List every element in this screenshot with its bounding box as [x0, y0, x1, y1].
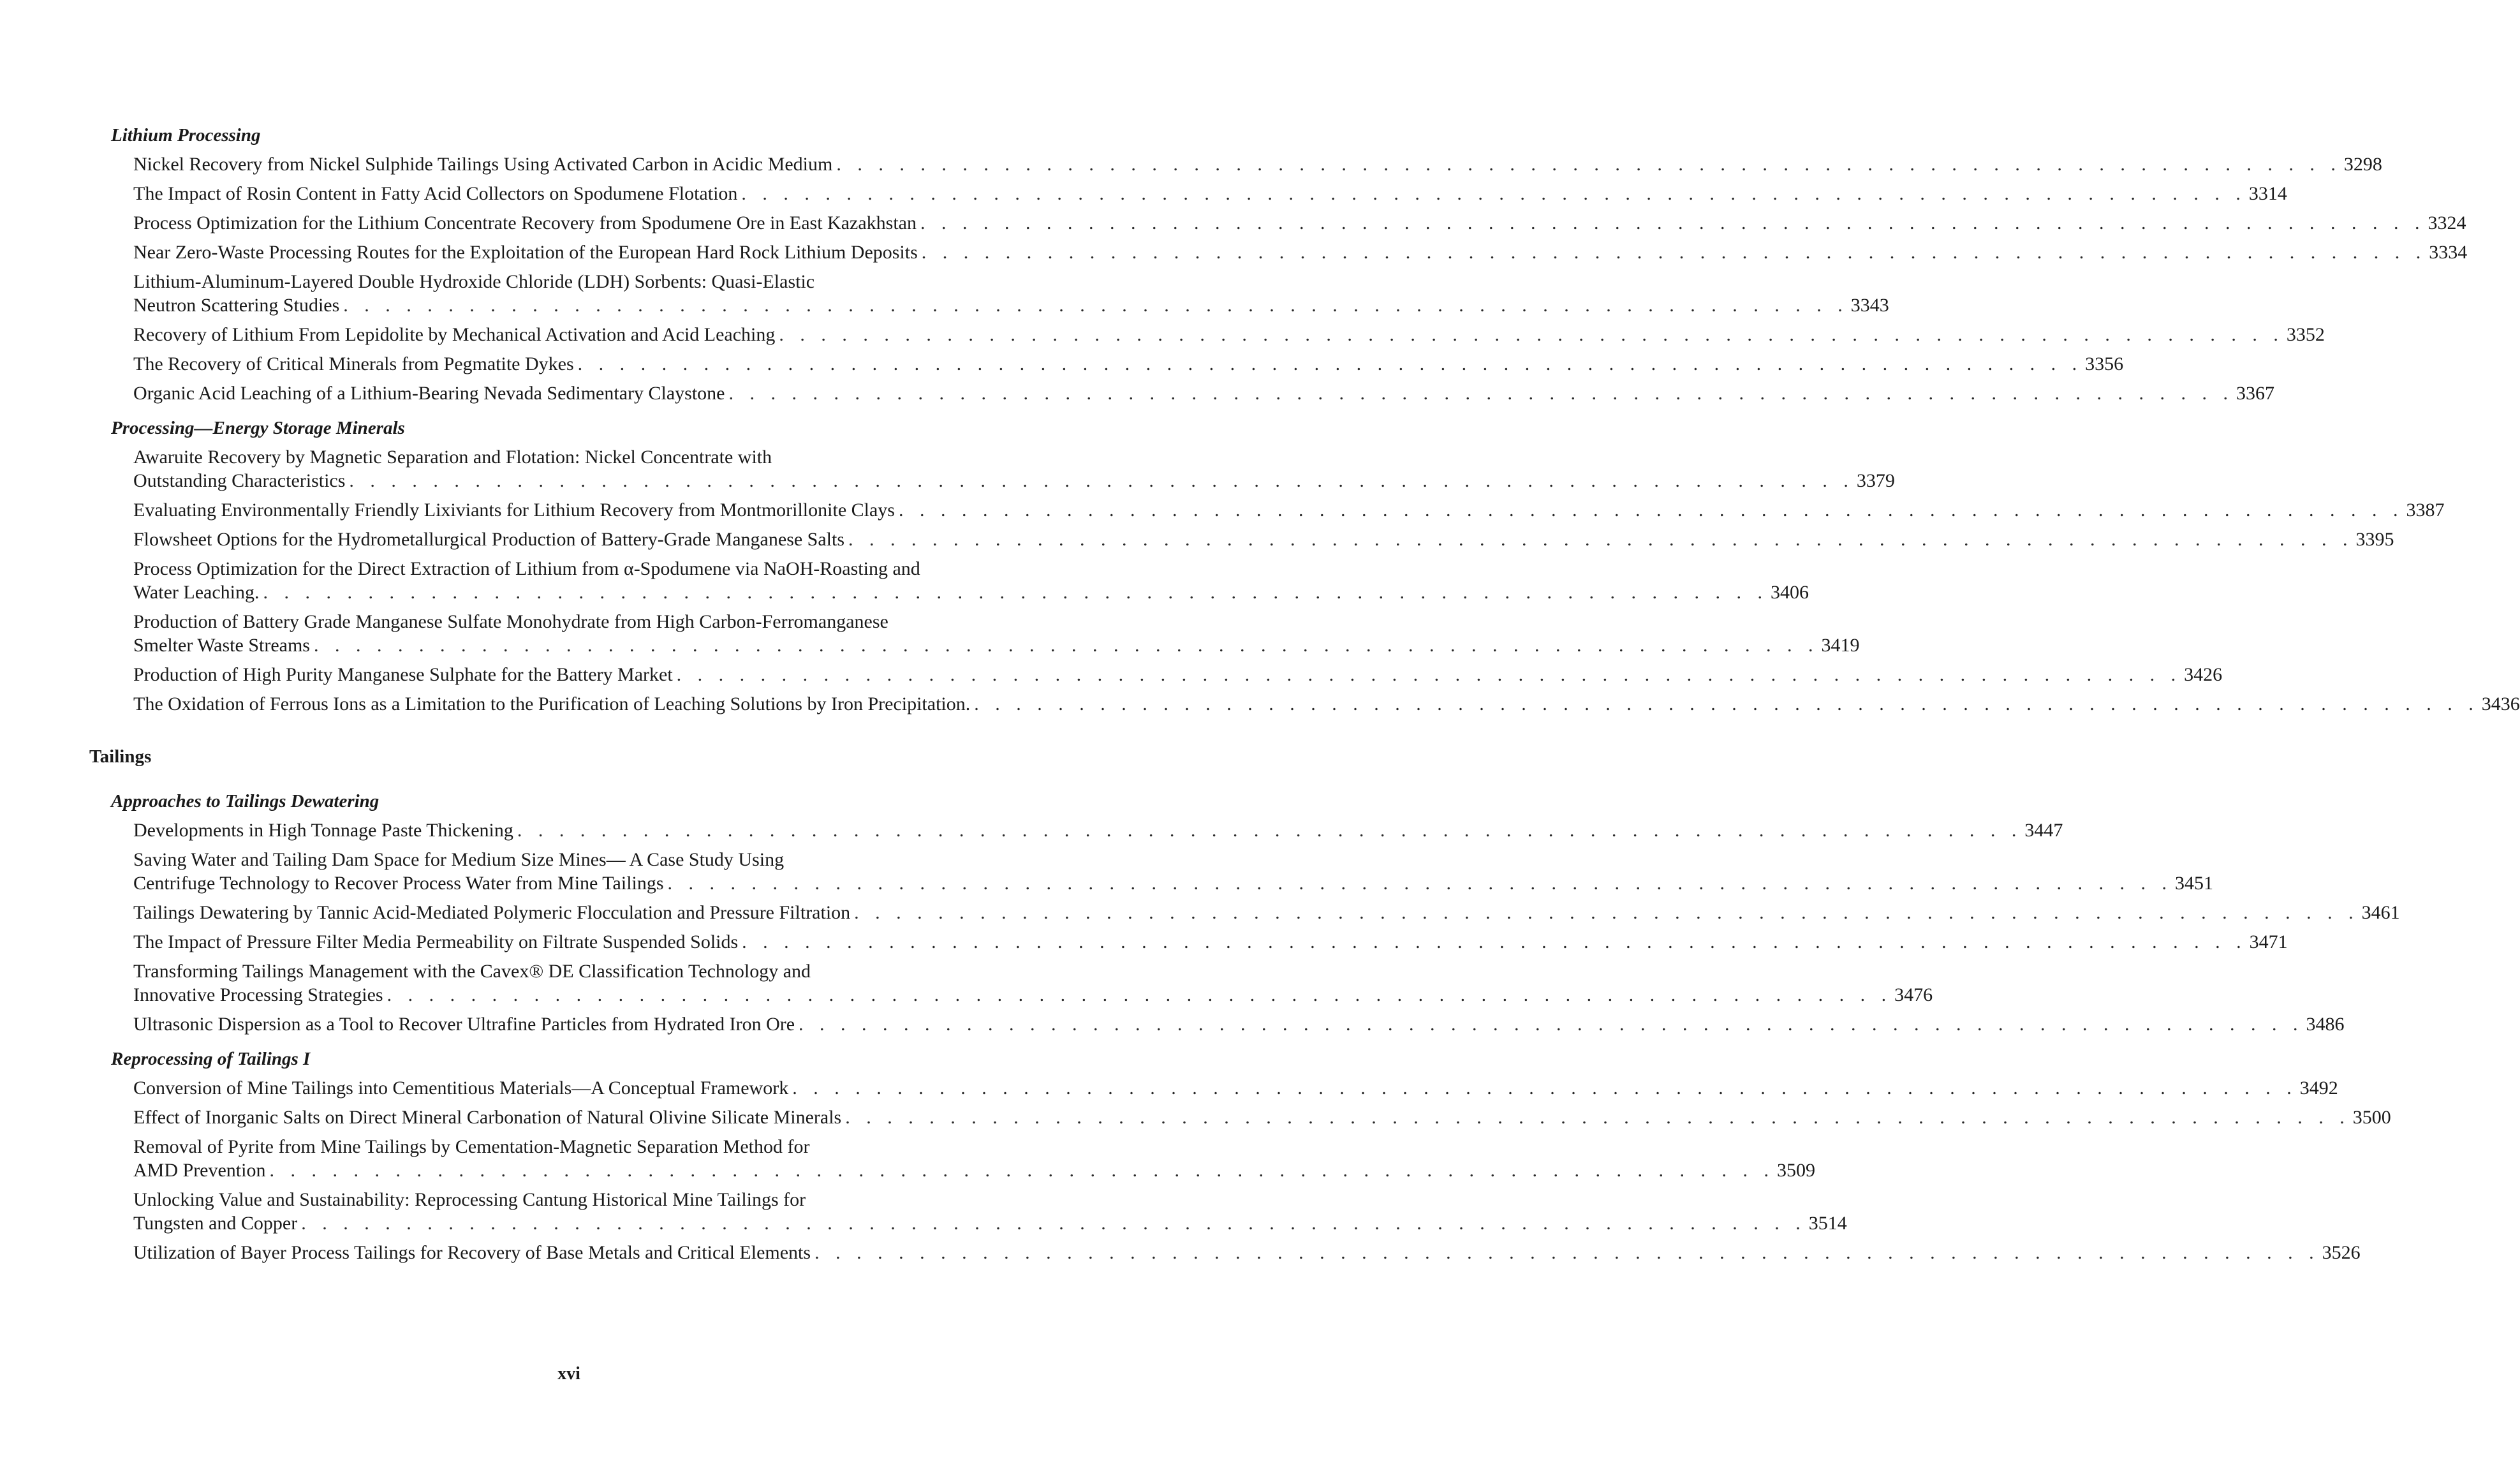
entry-title: Production of High Purity Manganese Sulphate for the Battery Market	[133, 664, 673, 685]
entry-title: Evaluating Environmentally Friendly Lixiviants for Lithium Recovery from Montmorillonite Clays	[133, 500, 895, 521]
entry-title: Process Optimization for the Lithium Concentrate Recovery from Spodumene Ore in East Kazakhstan	[133, 212, 917, 233]
entry-page-number: 3451	[2175, 873, 2214, 894]
entry-title-line1: Process Optimization for the Direct Extraction of Lithium from α-Spodumene via NaOH-Roasting and	[133, 558, 920, 579]
entry-title: Utilization of Bayer Process Tailings for Recovery of Base Metals and Critical Elements	[133, 1242, 811, 1263]
entry-title: Outstanding Characteristics	[133, 470, 346, 491]
toc-entry	[133, 352, 2124, 376]
dot-leader: . . . . . . . . . . . . . . . . . . . . . . . . . . . . . . . . . . . . . . . . . . . . . . . . . . . . . . . . . . . . . . . . . . . . . . . .	[920, 212, 2426, 233]
entry-page-number: 3436	[2481, 693, 2520, 714]
entry-page-number: 3492	[2299, 1077, 2338, 1099]
entry-page-number: 3514	[1808, 1213, 1847, 1234]
dot-leader: . . . . . . . . . . . . . . . . . . . . . . . . . . . . . . . . . . . . . . . . . . . . . . . . . . . . . . . . . . . . . . . . . . . . . . . .	[779, 324, 2284, 345]
toc-entry	[133, 930, 2288, 954]
entry-title-row	[133, 1158, 1815, 1182]
entry-title-row	[133, 152, 2382, 176]
entry-page-number: 3334	[2429, 242, 2468, 263]
entry-title-row	[133, 469, 1895, 492]
entry-title-row	[133, 901, 2400, 924]
toc-entry	[133, 498, 2445, 522]
toc-entry	[133, 1241, 2361, 1264]
entry-title-row	[133, 323, 2325, 346]
entry-title-row	[133, 211, 2466, 235]
entry-title: Water Leaching.	[133, 582, 260, 603]
entry-title-row	[133, 1012, 2345, 1036]
dot-leader: . . . . . . . . . . . . . . . . . . . . . . . . . . . . . . . . . . . . . . . . . . . . . . . . . . . . . . . . . . . . . . . . . . . . . . . .	[676, 664, 2182, 685]
dot-leader: . . . . . . . . . . . . . . . . . . . . . . . . . . . . . . . . . . . . . . . . . . . . . . . . . . . . . . . . . . . . . . . . . . . . . . . .	[742, 931, 2247, 952]
subsection-heading: Lithium Processing	[111, 125, 261, 145]
dot-leader: . . . . . . . . . . . . . . . . . . . . . . . . . . . . . . . . . . . . . . . . . . . . . . . . . . . . . . . . . . . . . . . . . . . . . . . .	[814, 1242, 2320, 1263]
entry-page-number: 3395	[2355, 529, 2394, 550]
dot-leader: . . . . . . . . . . . . . . . . . . . . . . . . . . . . . . . . . . . . . . . . . . . . . . . . . . . . . . . . . . . . . . . . . . . . . . . .	[301, 1213, 1806, 1234]
entry-title: Innovative Processing Strategies	[133, 984, 383, 1005]
dot-leader: . . . . . . . . . . . . . . . . . . . . . . . . . . . . . . . . . . . . . . . . . . . . . . . . . . . . . . . . . . . . . . . . . . . . . . . .	[263, 582, 1768, 603]
dot-leader: . . . . . . . . . . . . . . . . . . . . . . . . . . . . . . . . . . . . . . . . . . . . . . . . . . . . . . . . . . . . . . . . . . . . . . . .	[848, 529, 2354, 550]
entry-title: Smelter Waste Streams	[133, 635, 310, 656]
dot-leader: . . . . . . . . . . . . . . . . . . . . . . . . . . . . . . . . . . . . . . . . . . . . . . . . . . . . . . . . . . . . . . . . . . . . . . . .	[974, 693, 2479, 714]
entry-title: Effect of Inorganic Salts on Direct Mineral Carbonation of Natural Olivine Silicate Minerals	[133, 1107, 842, 1128]
entry-page-number: 3471	[2249, 931, 2288, 952]
entry-title-row	[133, 1076, 2338, 1100]
entry-title: Ultrasonic Dispersion as a Tool to Recover Ultrafine Particles from Hydrated Iron Ore	[133, 1014, 795, 1035]
entry-title: Flowsheet Options for the Hydrometallurgical Production of Battery-Grade Manganese Salts	[133, 529, 845, 550]
entry-title: Neutron Scattering Studies	[133, 295, 340, 316]
toc-entry	[133, 1135, 1815, 1182]
entry-title: AMD Prevention	[133, 1160, 266, 1181]
toc-entry	[133, 610, 1860, 657]
dot-leader: . . . . . . . . . . . . . . . . . . . . . . . . . . . . . . . . . . . . . . . . . . . . . . . . . . . . . . . . . . . . . . . . . . . . . . . .	[269, 1160, 1774, 1181]
entry-page-number: 3314	[2248, 183, 2287, 204]
page-number: xvi	[557, 1364, 580, 1384]
dot-leader: . . . . . . . . . . . . . . . . . . . . . . . . . . . . . . . . . . . . . . . . . . . . . . . . . . . . . . . . . . . . . . . . . . . . . . . .	[313, 635, 1819, 656]
entry-title-row	[133, 1106, 2391, 1129]
entry-page-number: 3486	[2306, 1014, 2345, 1035]
entry-page-number: 3324	[2428, 212, 2466, 233]
entry-page-number: 3461	[2361, 902, 2400, 923]
entry-title-line1: Awaruite Recovery by Magnetic Separation and Flotation: Nickel Concentrate with	[133, 447, 772, 468]
entry-title-row	[133, 1211, 1847, 1235]
toc-entry	[133, 692, 2520, 716]
dot-leader: . . . . . . . . . . . . . . . . . . . . . . . . . . . . . . . . . . . . . . . . . . . . . . . . . . . . . . . . . . . . . . . . . . . . . . . .	[799, 1014, 2304, 1035]
toc-entry	[133, 241, 2468, 264]
entry-title-row	[133, 241, 2468, 264]
dot-leader: . . . . . . . . . . . . . . . . . . . . . . . . . . . . . . . . . . . . . . . . . . . . . . . . . . . . . . . . . . . . . . . . . . . . . . . .	[792, 1077, 2297, 1099]
entry-title-row	[133, 498, 2445, 522]
entry-title-row	[133, 381, 2274, 405]
entry-title: The Oxidation of Ferrous Ions as a Limitation to the Purification of Leaching Solutions by Iron Precipitation.	[133, 693, 971, 714]
toc-entry	[133, 381, 2274, 405]
entry-title-row	[133, 293, 1889, 317]
dot-leader: . . . . . . . . . . . . . . . . . . . . . . . . . . . . . . . . . . . . . . . . . . . . . . . . . . . . . . . . . . . . . . . . . . . . . . . .	[349, 470, 1854, 491]
entry-title-line1: Saving Water and Tailing Dam Space for Medium Size Mines— A Case Study Using	[133, 849, 785, 870]
entry-title-line1: Transforming Tailings Management with the Cavex® DE Classification Technology and	[133, 961, 811, 982]
entry-title: Recovery of Lithium From Lepidolite by Mechanical Activation and Acid Leaching	[133, 324, 776, 345]
entry-page-number: 3379	[1856, 470, 1895, 491]
entry-title: Nickel Recovery from Nickel Sulphide Tailings Using Activated Carbon in Acidic Medium	[133, 154, 833, 175]
dot-leader: . . . . . . . . . . . . . . . . . . . . . . . . . . . . . . . . . . . . . . . . . . . . . . . . . . . . . . . . . . . . . . . . . . . . . . . .	[667, 873, 2173, 894]
toc-entry	[133, 211, 2466, 235]
toc-entry	[133, 901, 2400, 924]
toc-entry	[133, 528, 2394, 551]
toc-entry	[133, 323, 2325, 346]
entry-page-number: 3406	[1770, 582, 1809, 603]
entry-page-number: 3387	[2406, 500, 2445, 521]
entry-title: The Impact of Rosin Content in Fatty Acid Collectors on Spodumene Flotation	[133, 183, 738, 204]
entry-title: Tailings Dewatering by Tannic Acid-Mediated Polymeric Flocculation and Pressure Filtration	[133, 902, 851, 923]
subsection-heading: Processing—Energy Storage Minerals	[111, 418, 405, 438]
entry-title-row	[133, 528, 2394, 551]
toc-entry	[133, 182, 2287, 205]
entry-page-number: 3298	[2343, 154, 2382, 175]
toc-entry	[133, 557, 1809, 604]
entry-title: Organic Acid Leaching of a Lithium-Bearing Nevada Sedimentary Claystone	[133, 383, 725, 404]
entry-page-number: 3509	[1776, 1160, 1815, 1181]
dot-leader: . . . . . . . . . . . . . . . . . . . . . . . . . . . . . . . . . . . . . . . . . . . . . . . . . . . . . . . . . . . . . . . . . . . . . . . .	[577, 353, 2083, 374]
toc-entry	[133, 445, 1895, 492]
dot-leader: . . . . . . . . . . . . . . . . . . . . . . . . . . . . . . . . . . . . . . . . . . . . . . . . . . . . . . . . . . . . . . . . . . . . . . . .	[898, 500, 2404, 521]
entry-title-line1: Unlocking Value and Sustainability: Reprocessing Cantung Historical Mine Tailings for	[133, 1189, 806, 1210]
dot-leader: . . . . . . . . . . . . . . . . . . . . . . . . . . . . . . . . . . . . . . . . . . . . . . . . . . . . . . . . . . . . . . . . . . . . . . . .	[741, 183, 2246, 204]
dot-leader: . . . . . . . . . . . . . . . . . . . . . . . . . . . . . . . . . . . . . . . . . . . . . . . . . . . . . . . . . . . . . . . . . . . . . . . .	[728, 383, 2234, 404]
subsection-heading: Approaches to Tailings Dewatering	[111, 791, 379, 811]
entry-title-line1: Lithium-Aluminum-Layered Double Hydroxide Chloride (LDH) Sorbents: Quasi-Elastic	[133, 271, 815, 292]
entry-page-number: 3367	[2236, 383, 2274, 404]
dot-leader: . . . . . . . . . . . . . . . . . . . . . . . . . . . . . . . . . . . . . . . . . . . . . . . . . . . . . . . . . . . . . . . . . . . . . . . .	[836, 154, 2341, 175]
entry-title-line1: Production of Battery Grade Manganese Sulfate Monohydrate from High Carbon-Ferromanganese	[133, 611, 888, 632]
entry-title-row	[133, 581, 1809, 604]
entry-page-number: 3447	[2024, 820, 2063, 841]
entry-title-row	[133, 663, 2223, 686]
entry-title-row	[133, 182, 2287, 205]
entry-title-line1: Removal of Pyrite from Mine Tailings by Cementation-Magnetic Separation Method for	[133, 1136, 810, 1157]
toc-entry	[133, 663, 2223, 686]
entry-title-row	[133, 692, 2520, 716]
toc-entry	[133, 1188, 1847, 1235]
entry-title-row	[133, 633, 1860, 657]
entry-title: The Impact of Pressure Filter Media Permeability on Filtrate Suspended Solids	[133, 931, 739, 952]
toc-entry	[133, 1076, 2338, 1100]
entry-page-number: 3500	[2352, 1107, 2391, 1128]
entry-title: Developments in High Tonnage Paste Thickening	[133, 820, 513, 841]
entry-page-number: 3526	[2322, 1242, 2361, 1263]
subsection-heading: Reprocessing of Tailings I	[111, 1049, 311, 1069]
entry-title-row	[133, 1241, 2361, 1264]
entry-title-row	[133, 871, 2214, 895]
dot-leader: . . . . . . . . . . . . . . . . . . . . . . . . . . . . . . . . . . . . . . . . . . . . . . . . . . . . . . . . . . . . . . . . . . . . . . . .	[845, 1107, 2350, 1128]
dot-leader: . . . . . . . . . . . . . . . . . . . . . . . . . . . . . . . . . . . . . . . . . . . . . . . . . . . . . . . . . . . . . . . . . . . . . . . .	[343, 295, 1848, 316]
toc-entry	[133, 848, 2214, 895]
entry-title: Near Zero-Waste Processing Routes for the Exploitation of the European Hard Rock Lithium Deposits	[133, 242, 918, 263]
entry-title: The Recovery of Critical Minerals from Pegmatite Dykes	[133, 353, 574, 374]
entry-page-number: 3419	[1821, 635, 1860, 656]
entry-title: Tungsten and Copper	[133, 1213, 298, 1234]
entry-title: Centrifuge Technology to Recover Process Water from Mine Tailings	[133, 873, 664, 894]
toc-entry	[133, 1012, 2345, 1036]
entry-title: Conversion of Mine Tailings into Cementitious Materials—A Conceptual Framework	[133, 1077, 789, 1099]
entry-title-row	[133, 818, 2063, 842]
entry-page-number: 3352	[2286, 324, 2325, 345]
dot-leader: . . . . . . . . . . . . . . . . . . . . . . . . . . . . . . . . . . . . . . . . . . . . . . . . . . . . . . . . . . . . . . . . . . . . . . . .	[854, 902, 2359, 923]
entry-title-row	[133, 930, 2288, 954]
entry-page-number: 3343	[1850, 295, 1889, 316]
dot-leader: . . . . . . . . . . . . . . . . . . . . . . . . . . . . . . . . . . . . . . . . . . . . . . . . . . . . . . . . . . . . . . . . . . . . . . . .	[921, 242, 2427, 263]
toc-entry	[133, 270, 1889, 317]
toc-entry	[133, 152, 2382, 176]
entry-page-number: 3356	[2085, 353, 2124, 374]
entry-page-number: 3476	[1894, 984, 1933, 1005]
dot-leader: . . . . . . . . . . . . . . . . . . . . . . . . . . . . . . . . . . . . . . . . . . . . . . . . . . . . . . . . . . . . . . . . . . . . . . . .	[517, 820, 2023, 841]
entry-title-row	[133, 983, 1933, 1007]
toc-entry	[133, 1106, 2391, 1129]
dot-leader: . . . . . . . . . . . . . . . . . . . . . . . . . . . . . . . . . . . . . . . . . . . . . . . . . . . . . . . . . . . . . . . . . . . . . . . .	[387, 984, 1892, 1005]
section-title: Tailings	[89, 746, 152, 767]
entry-title-row	[133, 352, 2124, 376]
toc-entry	[133, 818, 2063, 842]
toc-entry	[133, 959, 1933, 1007]
entry-page-number: 3426	[2184, 664, 2223, 685]
